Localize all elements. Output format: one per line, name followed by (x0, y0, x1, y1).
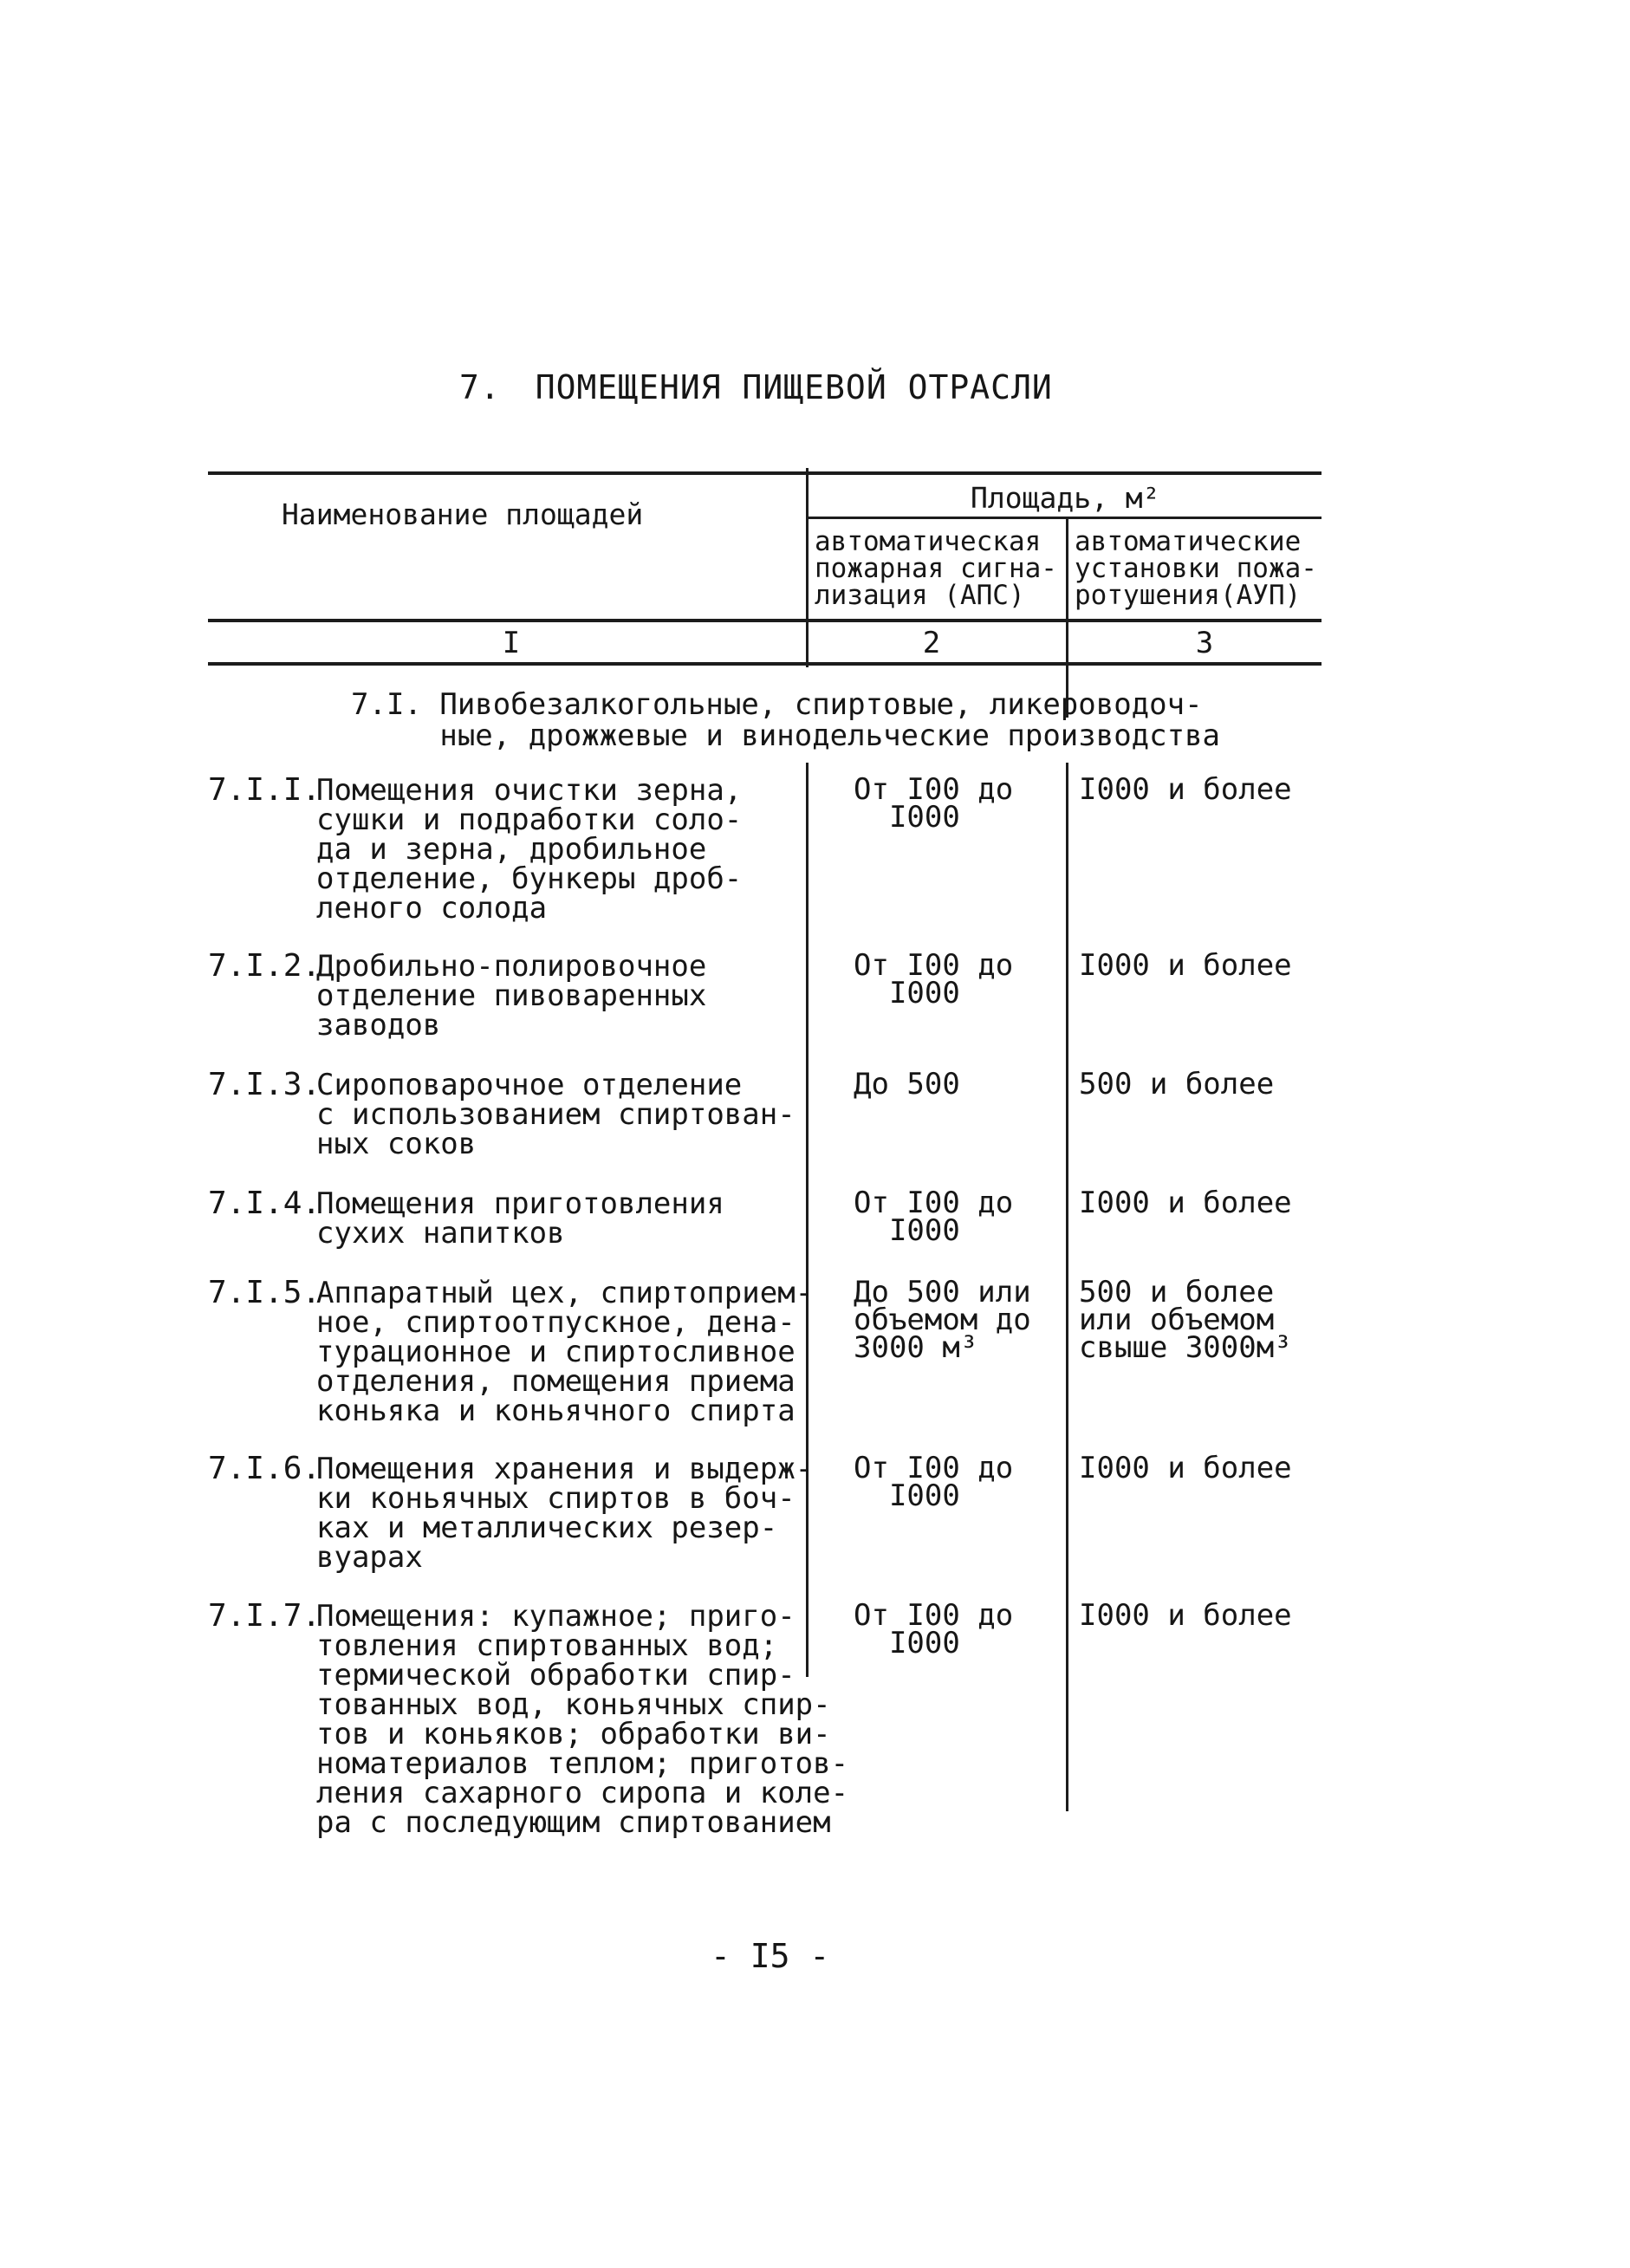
row-aps-area: До 500 (854, 1067, 960, 1102)
title-text: ПОМЕЩЕНИЯ ПИЩЕВОЙ ОТРАСЛИ (535, 368, 1053, 406)
column-number-3: 3 (1195, 626, 1214, 660)
row-name: Сироповарочное отделение с использованием спиртован- ных соков (316, 1068, 796, 1161)
header-bottom-rule (208, 619, 1322, 622)
row-aps-area: От I00 до I000 (854, 772, 1014, 835)
row-aps-area: До 500 или объемом до 3000 м³ (854, 1275, 1031, 1365)
row-aup-area: I000 и более (1079, 1598, 1292, 1633)
header-aup-column: автоматические установки пожа- ротушения(АУП) (1075, 526, 1317, 611)
column-number-1: I (502, 626, 521, 660)
row-code: 7.I.7. (208, 1598, 321, 1634)
column-number-2: 2 (922, 626, 941, 660)
column-divider-2-body (1066, 763, 1068, 1811)
header-name-column: Наименование площадей (282, 497, 644, 531)
row-code: 7.I.4. (208, 1186, 321, 1221)
row-aup-area: I000 и более (1079, 948, 1292, 983)
area-header-rule (806, 517, 1322, 519)
row-code: 7.I.2. (208, 948, 321, 984)
title-number: 7. (459, 368, 501, 406)
column-numbers-bottom-rule (208, 662, 1322, 666)
row-aup-area: 500 и более или объемом свыше 3000м³ (1079, 1275, 1292, 1365)
row-code: 7.I.3. (208, 1067, 321, 1102)
row-code: 7.I.5. (208, 1275, 321, 1310)
row-name: Аппаратный цех, спиртоприем- ное, спиртоотпускное, дена- турационное и спиртосливное отделения, помещения приема коньяка и коньячного спирта (316, 1276, 814, 1428)
column-divider-1-top (806, 468, 809, 667)
row-name: Помещения приготовления сухих напитков (316, 1186, 724, 1251)
row-name: Помещения хранения и выдерж- ки коньячных спиртов в боч- ках и металлических резер- вуарах (316, 1452, 814, 1575)
row-aup-area: 500 и более (1079, 1067, 1275, 1102)
row-aps-area: От I00 до I000 (854, 1186, 1014, 1248)
row-aup-area: I000 и более (1079, 772, 1292, 807)
row-aps-area: От I00 до I000 (854, 1598, 1014, 1660)
row-name: Помещения очистки зерна, сушки и подработки соло- да и зерна, дробильное отделение, бункеры дроб- леного солода (316, 773, 743, 926)
section-heading: 7.I. Пивобезалкогольные, спиртовые, ликероводоч- ные, дрожжевые и винодельческие производства (351, 687, 1221, 753)
row-aps-area: От I00 до I000 (854, 1451, 1014, 1513)
row-name: Помещения: купажное; приго- товления спиртованных вод; термической обработки спир- тованных вод, коньячных спир- тов и коньяков; обработки ви- номатериалов теплом; приготов- ления сахарного сиропа и коле- ра с последующим спиртованием (316, 1599, 849, 1840)
page-number: - I5 - (711, 1937, 830, 1975)
header-aps-column: автоматическая пожарная сигна- лизация (АПС) (815, 526, 1057, 611)
header-area: Площадь, м² (971, 481, 1160, 515)
row-code: 7.I.I. (208, 772, 321, 808)
row-aps-area: От I00 до I000 (854, 948, 1014, 1011)
row-aup-area: I000 и более (1079, 1186, 1292, 1220)
row-code: 7.I.6. (208, 1451, 321, 1486)
table-top-rule (208, 471, 1322, 475)
page-title (459, 368, 1053, 406)
row-name: Дробильно-полировочное отделение пивоваренных заводов (316, 949, 707, 1043)
row-aup-area: I000 и более (1079, 1451, 1292, 1485)
